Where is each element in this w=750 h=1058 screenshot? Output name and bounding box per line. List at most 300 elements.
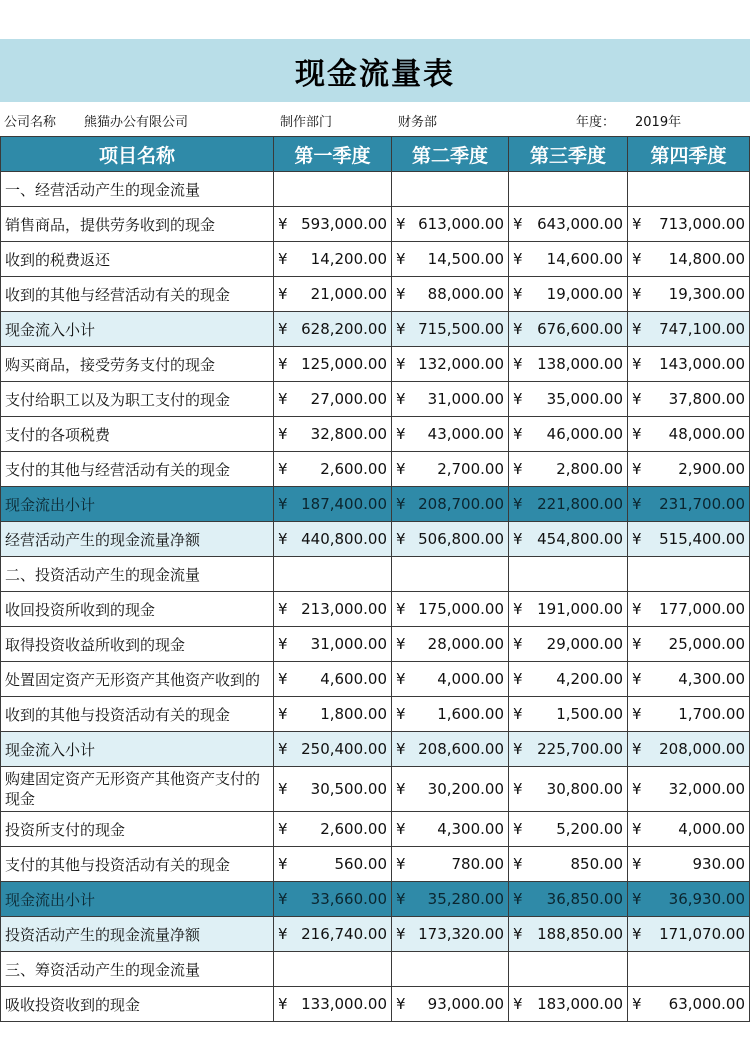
q3-cell[interactable] bbox=[509, 242, 628, 277]
row-item-name[interactable]: 支付给职工以及为职工支付的现金 bbox=[1, 382, 274, 417]
row-item-name[interactable]: 一、经营活动产生的现金流量 bbox=[1, 172, 274, 207]
info-row bbox=[0, 102, 750, 136]
amount-value: 747,100.00 bbox=[659, 320, 745, 338]
currency-symbol: ¥ bbox=[278, 855, 288, 873]
q4-cell[interactable] bbox=[628, 987, 750, 1022]
amount-value: 31,000.00 bbox=[427, 390, 504, 408]
currency-symbol: ¥ bbox=[396, 670, 406, 688]
q2-cell[interactable] bbox=[392, 382, 509, 417]
currency-symbol: ¥ bbox=[632, 780, 642, 798]
currency-symbol: ¥ bbox=[278, 460, 288, 478]
amount-value: 225,700.00 bbox=[537, 740, 623, 758]
q1-cell[interactable] bbox=[274, 417, 392, 452]
row-item-name[interactable]: 收回投资所收到的现金 bbox=[1, 592, 274, 627]
q3-cell[interactable] bbox=[509, 207, 628, 242]
row-item-name[interactable]: 经营活动产生的现金流量净额 bbox=[1, 522, 274, 557]
currency-symbol: ¥ bbox=[278, 600, 288, 618]
currency-symbol: ¥ bbox=[513, 995, 523, 1013]
q4-cell[interactable] bbox=[628, 767, 750, 812]
amount-value: 221,800.00 bbox=[537, 495, 623, 513]
q4-cell[interactable] bbox=[628, 207, 750, 242]
row-item-name[interactable]: 购买商品，接受劳务支付的现金 bbox=[1, 347, 274, 382]
amount-value: 454,800.00 bbox=[537, 530, 623, 548]
q1-cell[interactable] bbox=[274, 207, 392, 242]
currency-symbol: ¥ bbox=[396, 215, 406, 233]
amount-value: 713,000.00 bbox=[659, 215, 745, 233]
q4-cell[interactable] bbox=[628, 417, 750, 452]
title-band bbox=[0, 39, 750, 102]
q1-cell[interactable] bbox=[274, 312, 392, 347]
amount-value: 14,200.00 bbox=[310, 250, 387, 268]
q3-cell[interactable] bbox=[509, 417, 628, 452]
q1-cell[interactable] bbox=[274, 452, 392, 487]
amount-value: 46,000.00 bbox=[546, 425, 623, 443]
table-row bbox=[1, 487, 750, 522]
amount-value: 14,500.00 bbox=[427, 250, 504, 268]
amount-value: 930.00 bbox=[692, 855, 745, 873]
currency-symbol: ¥ bbox=[513, 495, 523, 513]
row-item-name[interactable]: 二、投资活动产生的现金流量 bbox=[1, 557, 274, 592]
q2-cell[interactable] bbox=[392, 312, 509, 347]
amount-value: 30,200.00 bbox=[427, 780, 504, 798]
table-row bbox=[1, 242, 750, 277]
table-row bbox=[1, 417, 750, 452]
q1-cell[interactable] bbox=[274, 627, 392, 662]
q4-cell[interactable] bbox=[628, 382, 750, 417]
q2-cell[interactable] bbox=[392, 207, 509, 242]
row-item-name[interactable]: 吸收投资收到的现金 bbox=[1, 987, 274, 1022]
table-row bbox=[1, 732, 750, 767]
currency-symbol: ¥ bbox=[396, 250, 406, 268]
amount-value: 14,800.00 bbox=[668, 250, 745, 268]
table-row bbox=[1, 557, 750, 592]
amount-value: 208,700.00 bbox=[418, 495, 504, 513]
header-q4[interactable]: 第四季度 bbox=[628, 137, 750, 172]
currency-symbol: ¥ bbox=[632, 600, 642, 618]
amount-value: 30,500.00 bbox=[310, 780, 387, 798]
q1-cell[interactable] bbox=[274, 347, 392, 382]
currency-symbol: ¥ bbox=[513, 390, 523, 408]
amount-value: 29,000.00 bbox=[546, 635, 623, 653]
currency-symbol: ¥ bbox=[632, 460, 642, 478]
amount-value: 5,200.00 bbox=[556, 820, 623, 838]
q2-cell[interactable] bbox=[392, 882, 509, 917]
row-item-name[interactable]: 收到的其他与投资活动有关的现金 bbox=[1, 697, 274, 732]
currency-symbol: ¥ bbox=[278, 530, 288, 548]
q3-cell[interactable] bbox=[509, 767, 628, 812]
row-item-name[interactable]: 销售商品，提供劳务收到的现金 bbox=[1, 207, 274, 242]
table-row bbox=[1, 917, 750, 952]
currency-symbol: ¥ bbox=[396, 635, 406, 653]
q3-cell[interactable] bbox=[509, 952, 628, 987]
amount-value: 19,300.00 bbox=[668, 285, 745, 303]
amount-value: 138,000.00 bbox=[537, 355, 623, 373]
currency-symbol: ¥ bbox=[513, 780, 523, 798]
top-blank-area bbox=[0, 0, 750, 39]
q2-cell[interactable] bbox=[392, 242, 509, 277]
currency-symbol: ¥ bbox=[396, 425, 406, 443]
amount-value: 37,800.00 bbox=[668, 390, 745, 408]
q4-cell[interactable] bbox=[628, 847, 750, 882]
currency-symbol: ¥ bbox=[632, 855, 642, 873]
q4-cell[interactable] bbox=[628, 487, 750, 522]
table-row bbox=[1, 277, 750, 312]
q1-cell[interactable] bbox=[274, 557, 392, 592]
amount-value: 515,400.00 bbox=[659, 530, 745, 548]
amount-value: 171,070.00 bbox=[659, 925, 745, 943]
table-row bbox=[1, 952, 750, 987]
q1-cell[interactable] bbox=[274, 917, 392, 952]
q1-cell[interactable] bbox=[274, 812, 392, 847]
amount-value: 31,000.00 bbox=[310, 635, 387, 653]
currency-symbol: ¥ bbox=[278, 925, 288, 943]
amount-value: 643,000.00 bbox=[537, 215, 623, 233]
amount-value: 560.00 bbox=[334, 855, 387, 873]
row-item-name[interactable]: 投资所支付的现金 bbox=[1, 812, 274, 847]
currency-symbol: ¥ bbox=[632, 995, 642, 1013]
currency-symbol: ¥ bbox=[513, 705, 523, 723]
amount-value: 132,000.00 bbox=[418, 355, 504, 373]
amount-value: 2,800.00 bbox=[556, 460, 623, 478]
amount-value: 28,000.00 bbox=[427, 635, 504, 653]
amount-value: 850.00 bbox=[570, 855, 623, 873]
row-item-name[interactable]: 支付的其他与经营活动有关的现金 bbox=[1, 452, 274, 487]
q1-cell[interactable] bbox=[274, 592, 392, 627]
amount-value: 1,700.00 bbox=[678, 705, 745, 723]
q2-cell[interactable] bbox=[392, 347, 509, 382]
amount-value: 30,800.00 bbox=[546, 780, 623, 798]
currency-symbol: ¥ bbox=[396, 740, 406, 758]
currency-symbol: ¥ bbox=[632, 320, 642, 338]
table-row bbox=[1, 592, 750, 627]
q2-cell[interactable] bbox=[392, 732, 509, 767]
amount-value: 213,000.00 bbox=[301, 600, 387, 618]
currency-symbol: ¥ bbox=[396, 600, 406, 618]
currency-symbol: ¥ bbox=[278, 355, 288, 373]
amount-value: 33,660.00 bbox=[310, 890, 387, 908]
q2-cell[interactable] bbox=[392, 847, 509, 882]
header-item-name[interactable]: 项目名称 bbox=[1, 137, 274, 172]
row-item-name[interactable]: 处置固定资产无形资产其他资产收到的 bbox=[1, 662, 274, 697]
q3-cell[interactable] bbox=[509, 522, 628, 557]
amount-value: 1,500.00 bbox=[556, 705, 623, 723]
currency-symbol: ¥ bbox=[396, 820, 406, 838]
q1-cell[interactable] bbox=[274, 662, 392, 697]
q4-cell[interactable] bbox=[628, 952, 750, 987]
amount-value: 19,000.00 bbox=[546, 285, 623, 303]
row-item-name[interactable]: 投资活动产生的现金流量净额 bbox=[1, 917, 274, 952]
q3-cell[interactable] bbox=[509, 987, 628, 1022]
year-label: 年度： bbox=[576, 115, 616, 130]
q4-cell[interactable] bbox=[628, 277, 750, 312]
amount-value: 4,200.00 bbox=[556, 670, 623, 688]
row-item-name[interactable]: 支付的其他与投资活动有关的现金 bbox=[1, 847, 274, 882]
q3-cell[interactable] bbox=[509, 697, 628, 732]
row-item-name[interactable]: 收到的税费返还 bbox=[1, 242, 274, 277]
q3-cell[interactable] bbox=[509, 312, 628, 347]
currency-symbol: ¥ bbox=[278, 705, 288, 723]
header-q2[interactable]: 第二季度 bbox=[392, 137, 509, 172]
row-item-name[interactable]: 现金流出小计 bbox=[1, 487, 274, 522]
q2-cell[interactable] bbox=[392, 557, 509, 592]
table-row bbox=[1, 207, 750, 242]
q4-cell[interactable] bbox=[628, 452, 750, 487]
currency-symbol: ¥ bbox=[513, 855, 523, 873]
q1-cell[interactable] bbox=[274, 277, 392, 312]
amount-value: 4,600.00 bbox=[320, 670, 387, 688]
amount-value: 177,000.00 bbox=[659, 600, 745, 618]
currency-symbol: ¥ bbox=[513, 740, 523, 758]
q3-cell[interactable] bbox=[509, 627, 628, 662]
currency-symbol: ¥ bbox=[278, 635, 288, 653]
q2-cell[interactable] bbox=[392, 522, 509, 557]
currency-symbol: ¥ bbox=[278, 320, 288, 338]
table-row bbox=[1, 347, 750, 382]
q1-cell[interactable] bbox=[274, 242, 392, 277]
header-q3[interactable]: 第三季度 bbox=[509, 137, 628, 172]
currency-symbol: ¥ bbox=[278, 995, 288, 1013]
currency-symbol: ¥ bbox=[278, 425, 288, 443]
q4-cell[interactable] bbox=[628, 172, 750, 207]
amount-value: 143,000.00 bbox=[659, 355, 745, 373]
q1-cell[interactable] bbox=[274, 172, 392, 207]
dept-value: 财务部 bbox=[398, 115, 438, 130]
amount-value: 27,000.00 bbox=[310, 390, 387, 408]
q3-cell[interactable] bbox=[509, 662, 628, 697]
q2-cell[interactable] bbox=[392, 417, 509, 452]
amount-value: 715,500.00 bbox=[418, 320, 504, 338]
q3-cell[interactable] bbox=[509, 172, 628, 207]
q1-cell[interactable] bbox=[274, 487, 392, 522]
q2-cell[interactable] bbox=[392, 487, 509, 522]
q4-cell[interactable] bbox=[628, 732, 750, 767]
amount-value: 93,000.00 bbox=[427, 995, 504, 1013]
currency-symbol: ¥ bbox=[278, 215, 288, 233]
q4-cell[interactable] bbox=[628, 312, 750, 347]
amount-value: 32,000.00 bbox=[668, 780, 745, 798]
q1-cell[interactable] bbox=[274, 732, 392, 767]
q3-cell[interactable] bbox=[509, 917, 628, 952]
q3-cell[interactable] bbox=[509, 882, 628, 917]
amount-value: 4,000.00 bbox=[678, 820, 745, 838]
amount-value: 593,000.00 bbox=[301, 215, 387, 233]
q4-cell[interactable] bbox=[628, 882, 750, 917]
currency-symbol: ¥ bbox=[513, 635, 523, 653]
q4-cell[interactable] bbox=[628, 347, 750, 382]
amount-value: 36,930.00 bbox=[668, 890, 745, 908]
currency-symbol: ¥ bbox=[513, 925, 523, 943]
currency-symbol: ¥ bbox=[632, 355, 642, 373]
q4-cell[interactable] bbox=[628, 242, 750, 277]
currency-symbol: ¥ bbox=[396, 320, 406, 338]
q2-cell[interactable] bbox=[392, 812, 509, 847]
row-item-name[interactable]: 支付的各项税费 bbox=[1, 417, 274, 452]
q4-cell[interactable] bbox=[628, 592, 750, 627]
table-row bbox=[1, 172, 750, 207]
currency-symbol: ¥ bbox=[513, 670, 523, 688]
q3-cell[interactable] bbox=[509, 847, 628, 882]
currency-symbol: ¥ bbox=[278, 740, 288, 758]
amount-value: 88,000.00 bbox=[427, 285, 504, 303]
currency-symbol: ¥ bbox=[632, 390, 642, 408]
company-label: 公司名称 bbox=[4, 115, 57, 130]
amount-value: 628,200.00 bbox=[301, 320, 387, 338]
currency-symbol: ¥ bbox=[278, 890, 288, 908]
table-row bbox=[1, 382, 750, 417]
q3-cell[interactable] bbox=[509, 732, 628, 767]
currency-symbol: ¥ bbox=[632, 705, 642, 723]
currency-symbol: ¥ bbox=[513, 250, 523, 268]
q1-cell[interactable] bbox=[274, 952, 392, 987]
q2-cell[interactable] bbox=[392, 662, 509, 697]
q3-cell[interactable] bbox=[509, 487, 628, 522]
currency-symbol: ¥ bbox=[632, 925, 642, 943]
q1-cell[interactable] bbox=[274, 767, 392, 812]
q1-cell[interactable] bbox=[274, 697, 392, 732]
sheet-title: 现金流量表 bbox=[295, 56, 455, 92]
q3-cell[interactable] bbox=[509, 347, 628, 382]
row-item-name[interactable]: 三、筹资活动产生的现金流量 bbox=[1, 952, 274, 987]
currency-symbol: ¥ bbox=[513, 285, 523, 303]
currency-symbol: ¥ bbox=[513, 890, 523, 908]
q1-cell[interactable] bbox=[274, 882, 392, 917]
currency-symbol: ¥ bbox=[513, 460, 523, 478]
amount-value: 21,000.00 bbox=[310, 285, 387, 303]
amount-value: 63,000.00 bbox=[668, 995, 745, 1013]
amount-value: 4,300.00 bbox=[437, 820, 504, 838]
table-row bbox=[1, 767, 750, 812]
row-item-name[interactable]: 取得投资收益所收到的现金 bbox=[1, 627, 274, 662]
table-row bbox=[1, 987, 750, 1022]
currency-symbol: ¥ bbox=[513, 600, 523, 618]
table-row bbox=[1, 697, 750, 732]
q3-cell[interactable] bbox=[509, 452, 628, 487]
table-row bbox=[1, 627, 750, 662]
currency-symbol: ¥ bbox=[632, 250, 642, 268]
currency-symbol: ¥ bbox=[513, 215, 523, 233]
q3-cell[interactable] bbox=[509, 277, 628, 312]
q3-cell[interactable] bbox=[509, 382, 628, 417]
q4-cell[interactable] bbox=[628, 812, 750, 847]
currency-symbol: ¥ bbox=[632, 285, 642, 303]
amount-value: 676,600.00 bbox=[537, 320, 623, 338]
q1-cell[interactable] bbox=[274, 382, 392, 417]
currency-symbol: ¥ bbox=[632, 670, 642, 688]
q4-cell[interactable] bbox=[628, 662, 750, 697]
currency-symbol: ¥ bbox=[396, 995, 406, 1013]
q3-cell[interactable] bbox=[509, 557, 628, 592]
amount-value: 250,400.00 bbox=[301, 740, 387, 758]
amount-value: 25,000.00 bbox=[668, 635, 745, 653]
q1-cell[interactable] bbox=[274, 847, 392, 882]
q4-cell[interactable] bbox=[628, 557, 750, 592]
q3-cell[interactable] bbox=[509, 812, 628, 847]
table-row bbox=[1, 847, 750, 882]
amount-value: 2,700.00 bbox=[437, 460, 504, 478]
currency-symbol: ¥ bbox=[632, 890, 642, 908]
amount-value: 188,850.00 bbox=[537, 925, 623, 943]
q2-cell[interactable] bbox=[392, 592, 509, 627]
q2-cell[interactable] bbox=[392, 767, 509, 812]
q2-cell[interactable] bbox=[392, 952, 509, 987]
q2-cell[interactable] bbox=[392, 987, 509, 1022]
currency-symbol: ¥ bbox=[513, 425, 523, 443]
amount-value: 1,600.00 bbox=[437, 705, 504, 723]
amount-value: 208,000.00 bbox=[659, 740, 745, 758]
q3-cell[interactable] bbox=[509, 592, 628, 627]
q2-cell[interactable] bbox=[392, 452, 509, 487]
q1-cell[interactable] bbox=[274, 987, 392, 1022]
header-q1[interactable]: 第一季度 bbox=[274, 137, 392, 172]
amount-value: 173,320.00 bbox=[418, 925, 504, 943]
amount-value: 780.00 bbox=[451, 855, 504, 873]
q2-cell[interactable] bbox=[392, 917, 509, 952]
currency-symbol: ¥ bbox=[632, 740, 642, 758]
q2-cell[interactable] bbox=[392, 697, 509, 732]
amount-value: 35,000.00 bbox=[546, 390, 623, 408]
currency-symbol: ¥ bbox=[396, 495, 406, 513]
currency-symbol: ¥ bbox=[278, 390, 288, 408]
table-row bbox=[1, 812, 750, 847]
currency-symbol: ¥ bbox=[513, 355, 523, 373]
currency-symbol: ¥ bbox=[278, 820, 288, 838]
amount-value: 183,000.00 bbox=[537, 995, 623, 1013]
row-item-name[interactable]: 购建固定资产无形资产其他资产支付的现金 bbox=[1, 767, 274, 812]
row-item-name[interactable]: 现金流入小计 bbox=[1, 312, 274, 347]
q4-cell[interactable] bbox=[628, 627, 750, 662]
q2-cell[interactable] bbox=[392, 172, 509, 207]
q1-cell[interactable] bbox=[274, 522, 392, 557]
amount-value: 208,600.00 bbox=[418, 740, 504, 758]
currency-symbol: ¥ bbox=[396, 705, 406, 723]
currency-symbol: ¥ bbox=[278, 670, 288, 688]
company-value: 熊猫办公有限公司 bbox=[84, 115, 189, 130]
amount-value: 506,800.00 bbox=[418, 530, 504, 548]
currency-symbol: ¥ bbox=[278, 780, 288, 798]
currency-symbol: ¥ bbox=[513, 820, 523, 838]
amount-value: 440,800.00 bbox=[301, 530, 387, 548]
row-item-name[interactable]: 收到的其他与经营活动有关的现金 bbox=[1, 277, 274, 312]
q2-cell[interactable] bbox=[392, 277, 509, 312]
dept-label: 制作部门 bbox=[280, 115, 333, 130]
currency-symbol: ¥ bbox=[396, 390, 406, 408]
row-item-name[interactable]: 现金流入小计 bbox=[1, 732, 274, 767]
header-row bbox=[1, 137, 750, 172]
currency-symbol: ¥ bbox=[632, 530, 642, 548]
amount-value: 175,000.00 bbox=[418, 600, 504, 618]
currency-symbol: ¥ bbox=[632, 215, 642, 233]
q4-cell[interactable] bbox=[628, 522, 750, 557]
cash-flow-table bbox=[0, 136, 750, 1022]
q2-cell[interactable] bbox=[392, 627, 509, 662]
table-row bbox=[1, 522, 750, 557]
table-body bbox=[1, 172, 750, 1022]
currency-symbol: ¥ bbox=[396, 355, 406, 373]
q4-cell[interactable] bbox=[628, 697, 750, 732]
table-row bbox=[1, 452, 750, 487]
currency-symbol: ¥ bbox=[396, 460, 406, 478]
currency-symbol: ¥ bbox=[513, 530, 523, 548]
table-row bbox=[1, 312, 750, 347]
currency-symbol: ¥ bbox=[632, 425, 642, 443]
currency-symbol: ¥ bbox=[396, 285, 406, 303]
row-item-name[interactable]: 现金流出小计 bbox=[1, 882, 274, 917]
amount-value: 35,280.00 bbox=[427, 890, 504, 908]
q4-cell[interactable] bbox=[628, 917, 750, 952]
currency-symbol: ¥ bbox=[396, 780, 406, 798]
currency-symbol: ¥ bbox=[396, 530, 406, 548]
table-row bbox=[1, 882, 750, 917]
